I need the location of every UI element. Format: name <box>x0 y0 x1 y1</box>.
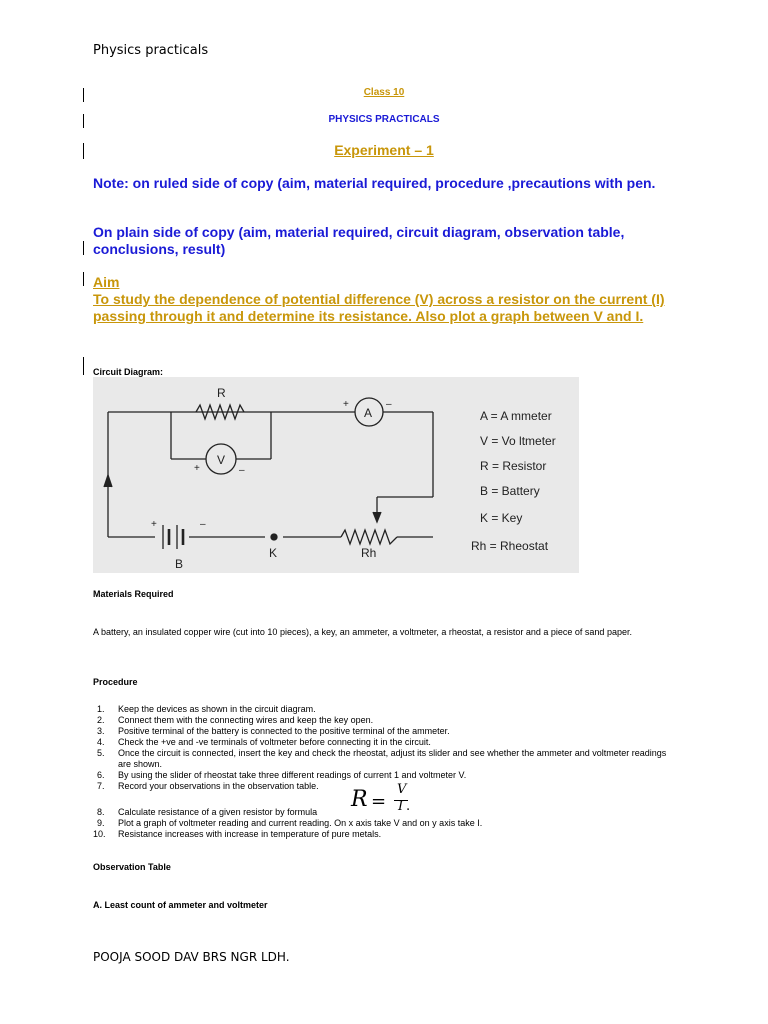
aim-text: To study the dependence of potential difference (V) across a resistor on the current (I) passing through it and determine its resistance. Also plot a graph between V and I. <box>93 291 665 324</box>
materials-text: A battery, an insulated copper wire (cut into 10 pieces), a key, an ammeter, a voltmeter, a rheostat, a resistor and a piece of sand paper. <box>93 627 632 637</box>
step-number: 3. <box>97 726 105 736</box>
formula-den: I <box>398 799 404 814</box>
legend-item: B = Battery <box>480 484 540 498</box>
step-number: 6. <box>97 770 105 780</box>
circuit-svg <box>93 377 579 573</box>
formula-dot: . <box>406 799 411 814</box>
practicals-label-text: PHYSICS PRACTICALS <box>328 114 440 125</box>
step-number: 2. <box>97 715 105 725</box>
label-b: B <box>175 557 184 571</box>
label-r: R <box>217 386 226 400</box>
aim-section <box>93 274 673 325</box>
voltmeter-plus: + <box>194 463 200 474</box>
note-ruled: Note: on ruled side of copy (aim, material required, procedure ,precautions with pen. <box>93 175 656 191</box>
step-number: 5. <box>97 748 105 758</box>
list-item <box>93 737 673 748</box>
step-text: Check the +ve and -ve terminals of voltmeter before connecting it in the circuit. <box>118 737 431 747</box>
note-plain: On plain side of copy (aim, material required, circuit diagram, observation table, conclusions, result) <box>93 224 625 257</box>
label-a: A <box>364 406 373 420</box>
formula-lhs: R <box>351 787 368 812</box>
formula-eq: = <box>371 791 387 812</box>
step-text: Once the circuit is connected, insert the key and check the rheostat, adjust its slider and see whether the ammeter and voltmeter readings are shown. <box>118 748 667 769</box>
class-label: Class 10 <box>363 87 405 98</box>
step-text: Keep the devices as shown in the circuit diagram. <box>118 704 316 714</box>
cursor-mark <box>83 357 84 375</box>
legend-item: A = A mmeter <box>480 409 552 423</box>
step-number: 7. <box>97 781 105 791</box>
list-item <box>93 770 673 781</box>
procedure-list <box>93 704 673 840</box>
step-number: 9. <box>97 818 105 828</box>
step-text: By using the slider of rheostat take three different readings of current 1 and voltmeter V. <box>118 770 467 780</box>
step-number: 4. <box>97 737 105 747</box>
legend-item: K = Key <box>480 511 523 525</box>
step-text: Calculate resistance of a given resistor by formula <box>118 807 318 817</box>
circuit-diagram <box>93 377 579 573</box>
battery-plus: + <box>151 519 157 530</box>
ammeter-plus: + <box>343 399 349 410</box>
step-text: Resistance increases with increase in temperature of pure metals. <box>118 829 382 839</box>
legend-item: V = Vo ltmeter <box>480 434 556 448</box>
label-k: K <box>269 546 278 560</box>
list-item <box>93 818 673 829</box>
list-item <box>93 726 673 737</box>
legend-item: Rh = Rheostat <box>471 539 549 553</box>
label-rh: Rh <box>361 546 377 560</box>
legend-item: R = Resistor <box>480 459 547 473</box>
page-header: Physics practicals <box>93 43 209 58</box>
list-item <box>93 704 673 715</box>
experiment-title: Experiment – 1 <box>334 142 434 158</box>
materials-heading: Materials Required <box>93 589 174 599</box>
label-v: V <box>217 453 226 467</box>
practicals-label <box>0 114 768 125</box>
aim-heading: Aim <box>93 274 120 290</box>
voltmeter-minus: – <box>239 465 245 476</box>
step-text: Plot a graph of voltmeter reading and current reading. On x axis take V and on y axis take I. <box>118 818 483 828</box>
list-item <box>93 748 673 770</box>
formula-num: V <box>397 782 407 797</box>
step-number: 1. <box>97 704 105 714</box>
battery-minus: – <box>200 519 206 530</box>
circuit-heading: Circuit Diagram: <box>93 367 164 377</box>
step-number: 8. <box>97 807 105 817</box>
step-text: Connect them with the connecting wires and keep the key open. <box>118 715 374 725</box>
list-item <box>93 715 673 726</box>
step-text: Positive terminal of the battery is connected to the positive terminal of the ammeter. <box>118 726 450 736</box>
list-item <box>93 829 673 840</box>
ammeter-minus: – <box>386 399 392 410</box>
cursor-mark <box>83 272 84 286</box>
cursor-mark <box>83 241 84 255</box>
observation-sub: A. Least count of ammeter and voltmeter <box>93 900 268 910</box>
observation-heading: Observation Table <box>93 862 171 872</box>
step-number: 10. <box>93 829 106 839</box>
page-footer: POOJA SOOD DAV BRS NGR LDH. <box>93 950 290 964</box>
step-text: Record your observations in the observation table. <box>118 781 319 791</box>
procedure-heading: Procedure <box>93 677 138 687</box>
